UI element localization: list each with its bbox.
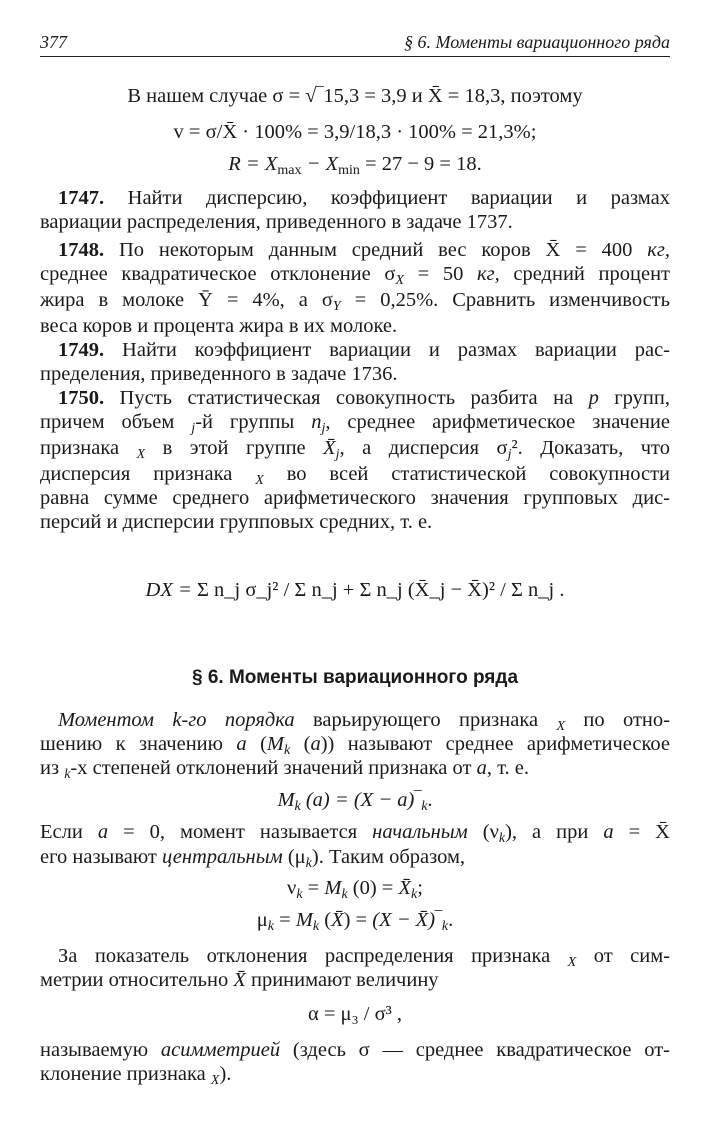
text-segment: шению к значению [40,733,237,755]
text-segment: = 27 − 9 = 18. [359,153,482,175]
text-segment: варьирующего признака [294,709,557,731]
text-segment: вариации распределения, приведенного в задаче 1737. [40,211,513,233]
text-line [40,845,670,876]
text-segment: ν [287,877,297,899]
text-segment: j [335,447,340,462]
text-segment: , а дисперсия σ [339,437,508,459]
problem-number: 1748. [58,239,105,261]
problem-number: 1747. [58,187,105,209]
text-segment: = [274,909,296,931]
text-segment: во всей статистической совокупности [263,463,670,485]
text-segment: В нашем случае σ = √‾15,3 = 3,9 и X̄ = 18,3, поэтому [127,85,583,107]
text-segment: кг, [477,263,500,285]
text-segment: k [296,887,303,902]
text-segment: k [421,799,428,814]
text-segment: a [476,757,487,779]
text-line [40,84,670,108]
text-segment: = X̄ [613,821,670,843]
text-segment: k [498,831,506,846]
text-segment: R = X [228,153,278,175]
text-segment: α = μ₃ / σ³ , [307,1003,403,1025]
text-segment: равна сумме среднего арифметического значения групповых дис- [40,487,670,509]
text-segment: клонение признака [40,1063,211,1085]
text-segment: персий и дисперсии групповых средних, т. е. [40,511,433,533]
text-segment: ; [417,877,423,899]
text-segment: ( [319,909,332,931]
page-number: 377 [40,32,67,52]
text-segment: Σ n_j σ_j² / Σ n_j + Σ n_j (X̄_j − X̄)² / Σ n_j . [196,579,565,601]
text-line [40,486,670,510]
text-line [40,362,670,386]
text-segment: a [603,821,614,843]
text-line [40,876,670,907]
text-line [40,152,670,183]
text-line [40,210,670,234]
text-segment: ) = [343,909,373,931]
text-line [40,314,670,338]
text-segment: a [310,733,321,755]
text-line [40,186,670,210]
text-segment: Найти дисперсию, коэффициент вариации и размах [104,187,670,209]
text-line [40,386,670,410]
text-segment: ), а при [505,821,604,843]
text-segment: a [97,821,109,843]
text-segment: (0) = [347,877,399,899]
text-segment: μ [256,909,268,931]
text-segment: принимают величину [245,969,439,991]
text-segment: пределения, приведенного в задаче 1736. [40,363,398,385]
text-segment: min [338,163,360,178]
text-segment: X̄ [233,969,246,991]
text-line [40,578,670,602]
text-segment: . [448,909,454,931]
text-segment: жира в молоке Ȳ = 4%, а σ [40,289,333,311]
text-segment: p [588,387,599,409]
text-segment: M [277,789,295,811]
text-segment: кг, [647,239,670,261]
text-segment: max [277,163,302,178]
text-segment: j [507,447,512,462]
text-segment: k [312,919,320,934]
text-segment: DX = [145,579,197,601]
text-segment: (X − X̄)‾ [372,909,442,931]
text-segment: ( [290,733,311,755]
text-segment: ( [246,733,267,755]
text-segment: причем объем [40,411,192,433]
text-segment: − X [301,153,339,175]
text-segment: ). [219,1063,232,1085]
text-segment: -й группы [195,411,312,433]
text-segment: , среднее арифметическое значение [325,411,671,433]
text-line [40,1038,670,1062]
text-segment: = 0, момент называется [108,821,373,843]
text-segment: центральным [161,846,283,868]
text-line [40,338,670,362]
text-segment: среднее квадратическое отклонение σ [40,263,396,285]
text-segment: Пусть статистическая совокупность разбита на [104,387,589,409]
text-segment: X [395,273,404,288]
text-segment: от сим- [576,945,670,967]
text-segment: , т. е. [486,757,529,779]
text-line [40,756,670,787]
text-segment: Моментом k-го порядка [58,709,295,731]
text-segment: k [294,799,301,814]
text-segment: Если [40,821,98,843]
text-segment: средний процент [499,263,670,285]
text-segment: . [427,789,433,811]
problem-number: 1750. [58,387,105,409]
section-heading [40,666,670,690]
text-segment: = [302,877,325,899]
text-segment: За показатель отклонения распределения признака [58,945,568,967]
text-segment: (μ [282,846,306,868]
text-segment: )) называют среднее арифметическое [320,733,671,755]
text-segment: k [283,743,291,758]
text-segment: X [255,473,264,488]
text-line [40,510,670,534]
text-segment: a [236,733,247,755]
text-segment: его называют [40,846,162,868]
text-segment: = 0,25%. Сравнить изменчивость [340,289,670,311]
text-segment: k [411,887,418,902]
text-line [40,908,670,939]
text-segment: Найти коэффициент вариации и размах вариации рас- [104,339,670,361]
text-line [40,1062,670,1093]
text-segment: X [567,955,577,970]
text-segment: = 50 [404,263,477,285]
text-segment: k [305,856,312,871]
text-segment: метрии относительно [40,969,234,991]
text-segment: Y [332,299,341,314]
text-segment: X [136,447,146,462]
text-segment: v = σ/X̄ · 100% = 3,9/18,3 · 100% = 21,3%; [173,121,537,143]
text-segment: -х степеней отклонений значений признака от [70,757,477,779]
text-line [40,788,670,819]
text-segment: (X − a)‾ [353,789,422,811]
text-segment: дисперсия признака [40,463,256,485]
text-segment: X̄ [331,909,344,931]
text-segment: X [556,719,566,734]
text-line [40,1002,670,1026]
text-segment: называемую [40,1039,161,1061]
text-segment: n [311,411,322,433]
text-segment: j [321,421,326,436]
text-line [40,120,670,144]
text-segment: начальным [372,821,468,843]
text-segment: асимметрией [160,1039,281,1061]
text-segment: признака [40,437,137,459]
text-segment: M [324,877,342,899]
text-segment: M [295,909,313,931]
text-line [40,968,670,992]
text-segment: j [191,421,196,436]
text-segment: X̄ [323,437,336,459]
text-segment: (ν [467,821,499,843]
text-segment: k [441,919,449,934]
running-title: § 6. Моменты вариационного ряда [404,32,670,52]
text-segment: k [267,919,275,934]
problem-number: 1749. [58,339,105,361]
text-segment: веса коров и процента жира в их молоке. [40,315,398,337]
text-segment: ². Доказать, что [511,437,671,459]
text-segment: k [64,767,71,782]
text-segment: в этой группе [145,437,324,459]
running-header [40,32,670,57]
text-segment: По некоторым данным средний вес коров X̄ = 400 [104,239,648,261]
text-segment: (здесь σ — среднее квадратическое от- [280,1039,670,1061]
text-segment: по отно- [565,709,670,731]
problem-number: § 6. Моменты вариационного ряда [191,667,519,688]
text-segment: из [40,757,65,779]
text-segment: M [266,733,284,755]
text-segment: X [210,1073,220,1088]
text-segment: k [341,887,348,902]
text-segment: (a) = [300,789,354,811]
text-segment: групп, [598,387,670,409]
text-segment: ). Таким образом, [311,846,466,868]
text-line [40,238,670,262]
text-segment: X̄ [398,877,412,899]
